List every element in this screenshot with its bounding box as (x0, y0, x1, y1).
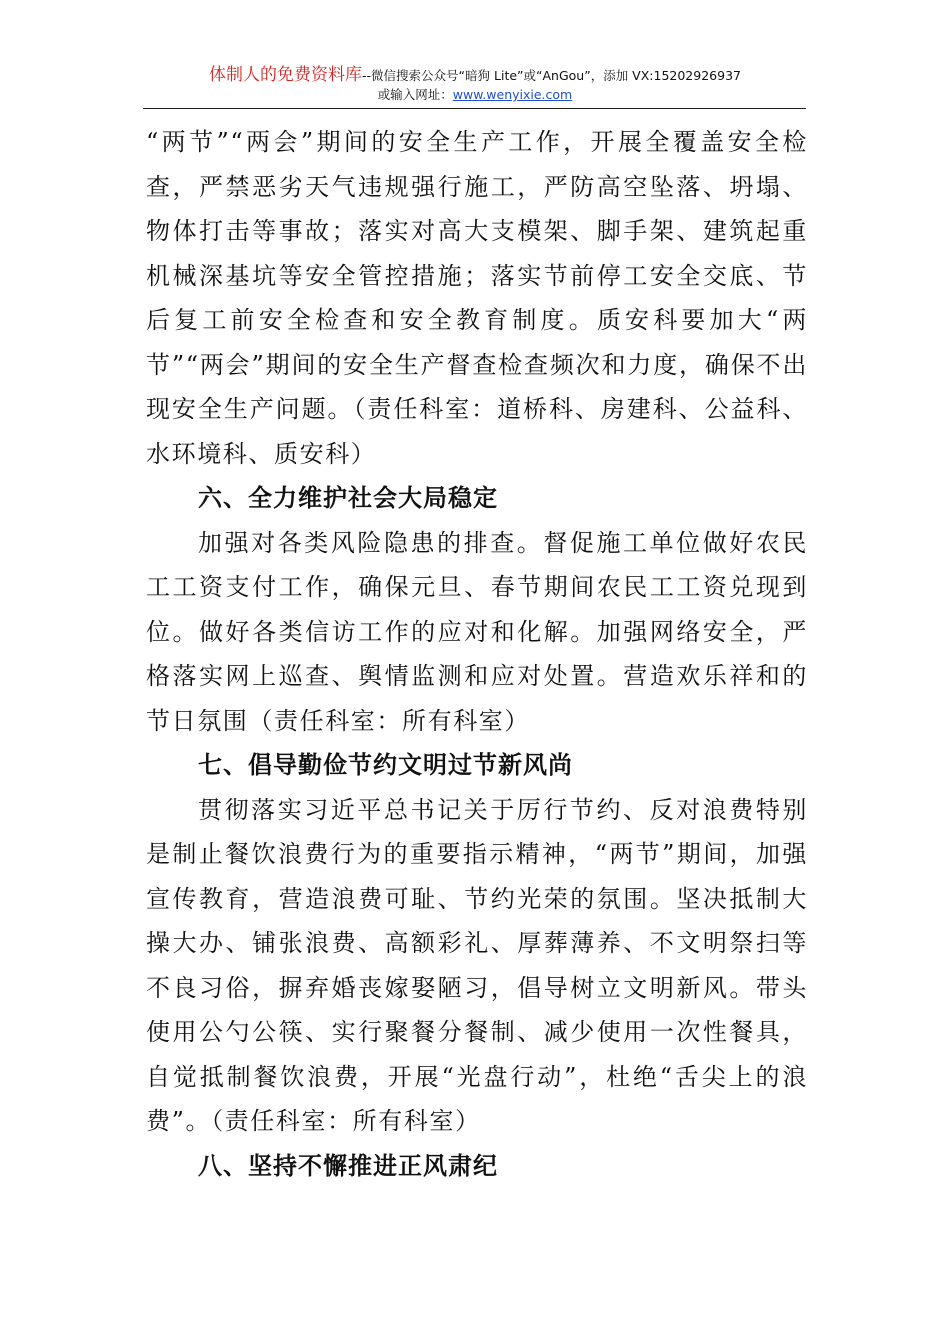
header-line-2 (0, 85, 950, 104)
section-heading-7: 七、倡导勤俭节约文明过节新风尚 (198, 751, 573, 779)
page-header (0, 66, 950, 104)
paragraph-social-stability: 加强对各类风险隐患的排查。督促施工单位做好农民工工资支付工作，确保元旦、春节期间农民工工资兑现到位。做好各类信访工作的应对和化解。加强网络安全，严格落实网上巡查、舆情监测和应对处置。营造欢乐祥和的节日氛围（责任科室：所有科室） (146, 528, 808, 735)
section-heading-6: 六、全力维护社会大局稳定 (198, 484, 498, 512)
section-heading-8: 八、坚持不懈推进正风肃纪 (198, 1151, 498, 1180)
document-body (146, 120, 808, 1188)
header-url-prefix: 或输入网址： (377, 87, 453, 102)
header-brand: 体制人的免费资料库 (209, 65, 363, 85)
header-info: --微信搜索公众号“暗狗 Lite”或“AnGou”，添加 VX:15202926937 (362, 68, 741, 83)
header-divider (143, 108, 806, 109)
header-url-link[interactable]: www.wenyixie.com (452, 87, 573, 102)
paragraph-safety-production: “两节”“两会”期间的安全生产工作，开展全覆盖安全检查，严禁恶劣天气违规强行施工，严防高空坠落、坍塌、物体打击等事故；落实对高大支模架、脚手架、建筑起重机械深基坑等安全管控措施；落实节前停工安全交底、节后复工前安全检查和安全教育制度。质安科要加大“两节”“两会”期间的安全生产督查检查频次和力度，确保不出现安全生产问题。（责任科室：道桥科、房建科、公益科、水环境科、质安科） (146, 128, 808, 468)
paragraph-frugality: 贯彻落实习近平总书记关于厉行节约、反对浪费特别是制止餐饮浪费行为的重要指示精神，“两节”期间，加强宣传教育，营造浪费可耻、节约光荣的氛围。坚决抵制大操大办、铺张浪费、高额彩礼、厚葬薄养、不文明祭扫等不良习俗，摒弃婚丧嫁娶陋习，倡导树立文明新风。带头使用公勺公筷、实行聚餐分餐制、减少使用一次性餐具，自觉抵制餐饮浪费，开展“光盘行动”，杜绝“舌尖上的浪费”。（责任科室：所有科室） (146, 795, 808, 1135)
header-line-1 (0, 66, 950, 85)
